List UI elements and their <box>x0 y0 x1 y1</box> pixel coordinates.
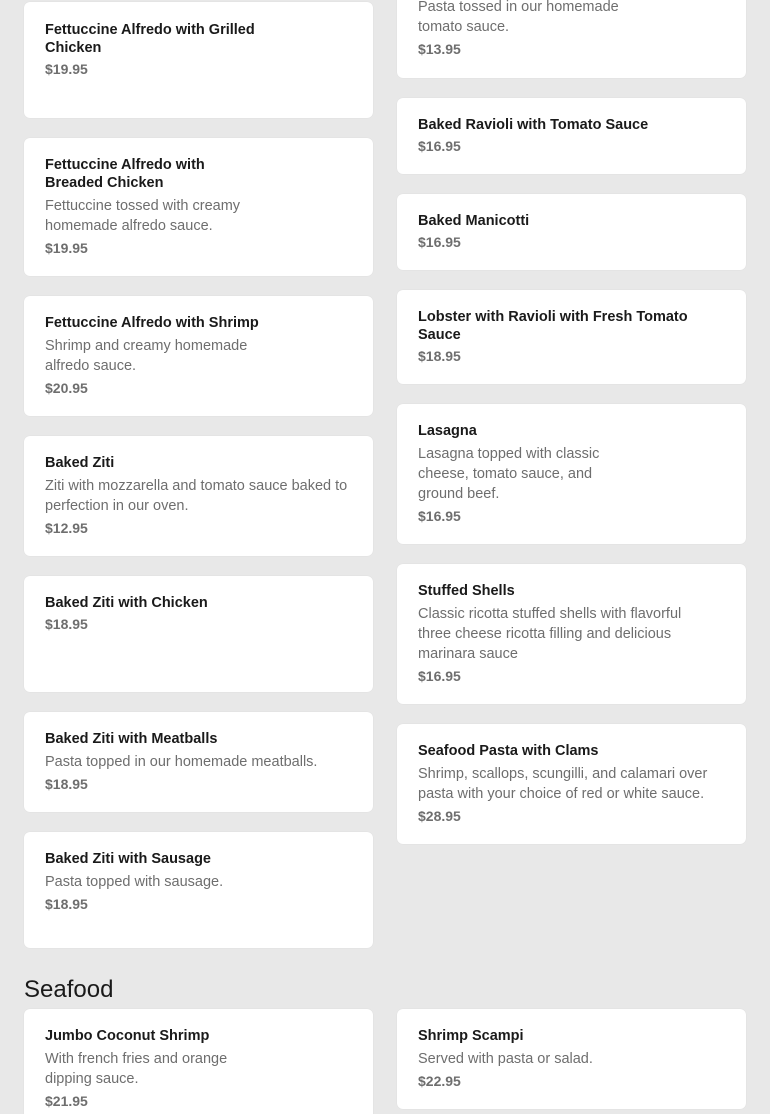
item-title: Fettuccine Alfredo with Shrimp <box>45 315 259 331</box>
item-description: Pasta topped in our homemade meatballs. <box>45 754 318 770</box>
menu-item-card[interactable] <box>24 296 373 416</box>
section-heading-seafood: Seafood <box>24 976 114 1003</box>
item-title: Baked Ziti with Sausage <box>45 851 211 867</box>
item-price: $22.95 <box>418 1073 461 1089</box>
item-price: $16.95 <box>418 668 461 684</box>
item-price: $28.95 <box>418 808 461 824</box>
item-title: Baked Ziti with Chicken <box>45 595 208 611</box>
item-title: Lasagna <box>418 423 477 439</box>
menu-item-card[interactable] <box>24 1009 373 1114</box>
item-description: Lasagna topped with classic cheese, tomato sauce, and ground beef. <box>418 446 600 502</box>
item-price: $18.95 <box>45 776 88 792</box>
item-title: Baked Manicotti <box>418 213 530 229</box>
item-title: Fettuccine Alfredo with Grilled Chicken <box>45 22 255 56</box>
item-description: Ziti with mozzarella and tomato sauce baked to perfection in our oven. <box>45 478 348 514</box>
item-price: $16.95 <box>418 138 461 154</box>
menu-item-card[interactable] <box>24 436 373 556</box>
item-price: $18.95 <box>45 616 88 632</box>
item-description: Shrimp, scallops, scungilli, and calamari over pasta with your choice of red or white sauce. <box>418 766 708 802</box>
menu-item-card[interactable] <box>397 98 746 174</box>
item-price: $16.95 <box>418 234 461 250</box>
item-title: Stuffed Shells <box>418 583 515 599</box>
item-description: With french fries and orange dipping sauce. <box>45 1051 228 1087</box>
item-price: $21.95 <box>45 1093 88 1109</box>
menu-item-card[interactable] <box>24 2 373 118</box>
item-description: Pasta topped with sausage. <box>45 874 224 890</box>
menu-item-card[interactable] <box>397 1009 746 1109</box>
menu-item-card[interactable] <box>397 194 746 270</box>
item-title: Baked Ravioli with Tomato Sauce <box>418 117 649 133</box>
menu-item-card[interactable] <box>397 564 746 704</box>
item-description: Pasta tossed in our homemade tomato sauce. <box>418 0 619 35</box>
item-title: Baked Ziti with Meatballs <box>45 731 218 747</box>
item-price: $13.95 <box>418 41 461 57</box>
menu-item-card[interactable] <box>24 832 373 948</box>
menu-item-card[interactable] <box>397 0 746 78</box>
item-price: $12.95 <box>45 520 88 536</box>
item-description: Shrimp and creamy homemade alfredo sauce. <box>45 338 248 374</box>
menu-item-card[interactable] <box>24 576 373 692</box>
item-description: Classic ricotta stuffed shells with flavorful three cheese ricotta filling and delicious marinara sauce <box>418 606 682 662</box>
item-title: Shrimp Scampi <box>418 1028 524 1044</box>
menu-item-card[interactable] <box>397 290 746 384</box>
item-price: $16.95 <box>418 508 461 524</box>
item-price: $18.95 <box>45 896 88 912</box>
item-description: Served with pasta or salad. <box>418 1051 593 1067</box>
item-description: Fettuccine tossed with creamy homemade alfredo sauce. <box>45 198 241 234</box>
item-price: $18.95 <box>418 348 461 364</box>
item-title: Lobster with Ravioli with Fresh Tomato Sauce <box>418 309 688 343</box>
menu-item-card[interactable] <box>397 404 746 544</box>
item-title: Baked Ziti <box>45 455 115 471</box>
item-price: $19.95 <box>45 240 88 256</box>
menu-item-card[interactable] <box>24 712 373 812</box>
menu-item-card[interactable] <box>397 724 746 844</box>
item-price: $19.95 <box>45 61 88 77</box>
item-price: $20.95 <box>45 380 88 396</box>
item-title: Jumbo Coconut Shrimp <box>45 1028 210 1044</box>
item-title: Seafood Pasta with Clams <box>418 743 599 759</box>
menu-item-card[interactable] <box>24 138 373 276</box>
item-title: Fettuccine Alfredo with Breaded Chicken <box>45 157 205 191</box>
